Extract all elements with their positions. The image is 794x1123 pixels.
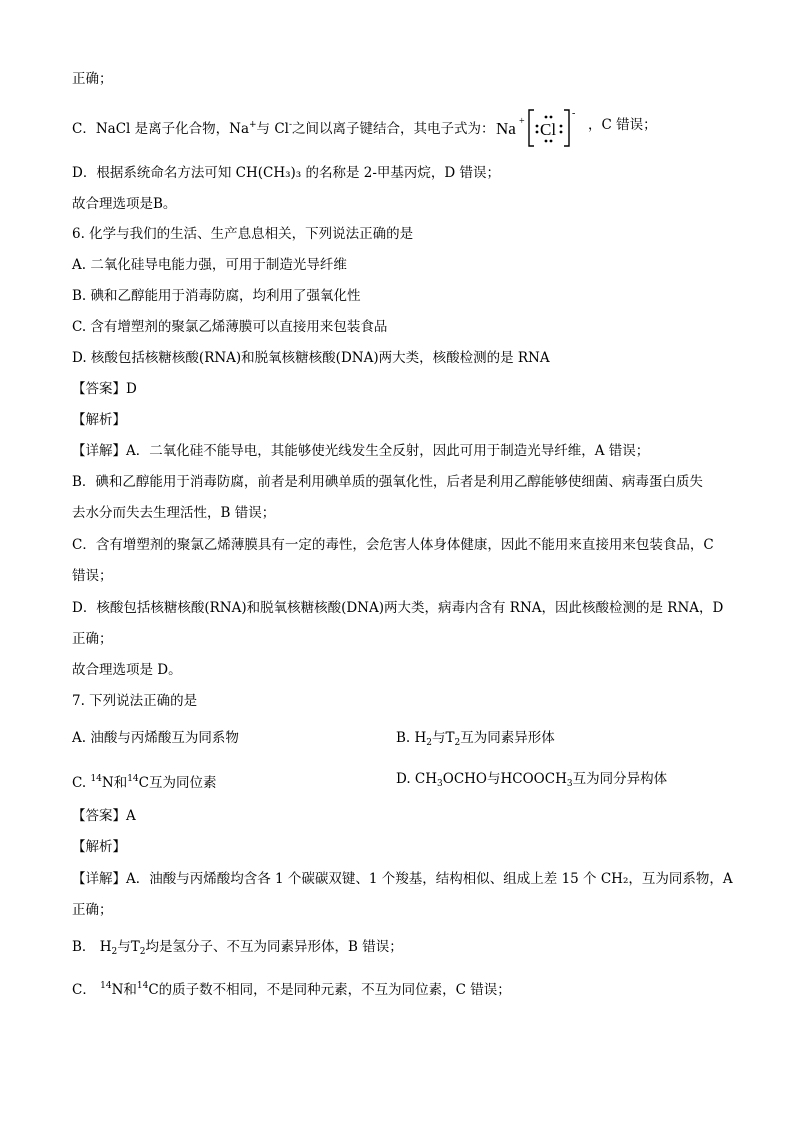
text-line: D．根据系统命名方法可知 CH(CH₃)₃ 的名称是 2-甲基丙烷，D 错误； bbox=[72, 165, 501, 181]
detail-line: 错误； bbox=[72, 568, 113, 584]
text-line: 故合理选项是B。 bbox=[72, 196, 177, 212]
analysis-tag: 【解析】 bbox=[72, 412, 126, 428]
cl-charge: - bbox=[572, 108, 576, 119]
question-7: 7. 下列说法正确的是 bbox=[72, 693, 198, 709]
option-a: A. 二氧化硅导电能力强，可用于制造光导纤维 bbox=[72, 257, 347, 273]
detail-line: 【详解】A．二氧化硅不能导电，其能够使光线发生全反射，因此可用于制造光导纤维，A 错误； bbox=[72, 443, 650, 459]
cl-symbol: Cl bbox=[540, 120, 557, 139]
answer-line: 【答案】D bbox=[72, 381, 137, 397]
question-6: 6. 化学与我们的生活、生产息息相关，下列说法正确的是 bbox=[72, 226, 414, 242]
right-bracket bbox=[564, 110, 569, 146]
option-c: C. 含有增塑剂的聚氯乙烯薄膜可以直接用来包装食品 bbox=[72, 319, 388, 335]
detail-line: B． $H_2$与$T_2$均是氢分子、不互为同素异形体，B 错误； bbox=[72, 939, 403, 957]
option-d: D. $CH_3OCHO$与$HCOOCH_3$互为同分异构体 bbox=[396, 771, 668, 789]
text-line: 正确； bbox=[72, 71, 113, 87]
option-b: B. 碘和乙醇能用于消毒防腐，均利用了强氧化性 bbox=[72, 288, 361, 304]
answer-line: 【答案】A bbox=[72, 808, 136, 824]
option-d: D. 核酸包括核糖核酸(RNA)和脱氧核糖核酸(DNA)两大类，核酸检测的是 RNA bbox=[72, 350, 550, 366]
option-c: C. $^{14}$N和$^{14}$C互为同位素 bbox=[72, 774, 217, 791]
detail-line: B．碘和乙醇能用于消毒防腐，前者是利用碘单质的强氧化性，后者是利用乙醇能够使细菌、病毒蛋白质失 bbox=[72, 474, 703, 490]
nacl-electron-formula bbox=[494, 104, 584, 152]
left-bracket bbox=[529, 110, 534, 146]
detail-line: 去水分而失去生理活性，B 错误； bbox=[72, 505, 276, 521]
analysis-tag: 【解析】 bbox=[72, 839, 126, 855]
detail-line: D．核酸包括核糖核酸(RNA)和脱氧核糖核酸(DNA)两大类，病毒内含有 RNA，因此核酸检测的是 RNA，D bbox=[72, 600, 724, 616]
detail-line: 【详解】A．油酸与丙烯酸均含各 1 个碳碳双键、1 个羧基，结构相似、组成上差 15 个 CH₂，互为同系物，A bbox=[72, 871, 733, 887]
na-symbol: Na bbox=[496, 119, 516, 138]
text-line: ，C 错误； bbox=[588, 117, 657, 133]
detail-line: 正确； bbox=[72, 631, 113, 647]
option-b: B. $H_2$与$T_2$互为同素异形体 bbox=[396, 730, 555, 748]
option-a: A. 油酸与丙烯酸互为同系物 bbox=[72, 730, 239, 746]
detail-line: C． $^{14}$N和$^{14}$C的质子数不相同，不是同种元素，不互为同位素，C 错误； bbox=[72, 981, 511, 998]
na-charge: + bbox=[519, 116, 525, 127]
option-c-explanation: C．NaCl 是离子化合物，Na+与 Cl-之间以离子键结合，其电子式为： bbox=[72, 120, 495, 137]
detail-line: 正确； bbox=[72, 902, 113, 918]
detail-line: 故合理选项是 D。 bbox=[72, 662, 182, 678]
detail-line: C．含有增塑剂的聚氯乙烯薄膜具有一定的毒性，会危害人体身体健康，因此不能用来直接用来包装食品，C bbox=[72, 537, 714, 553]
